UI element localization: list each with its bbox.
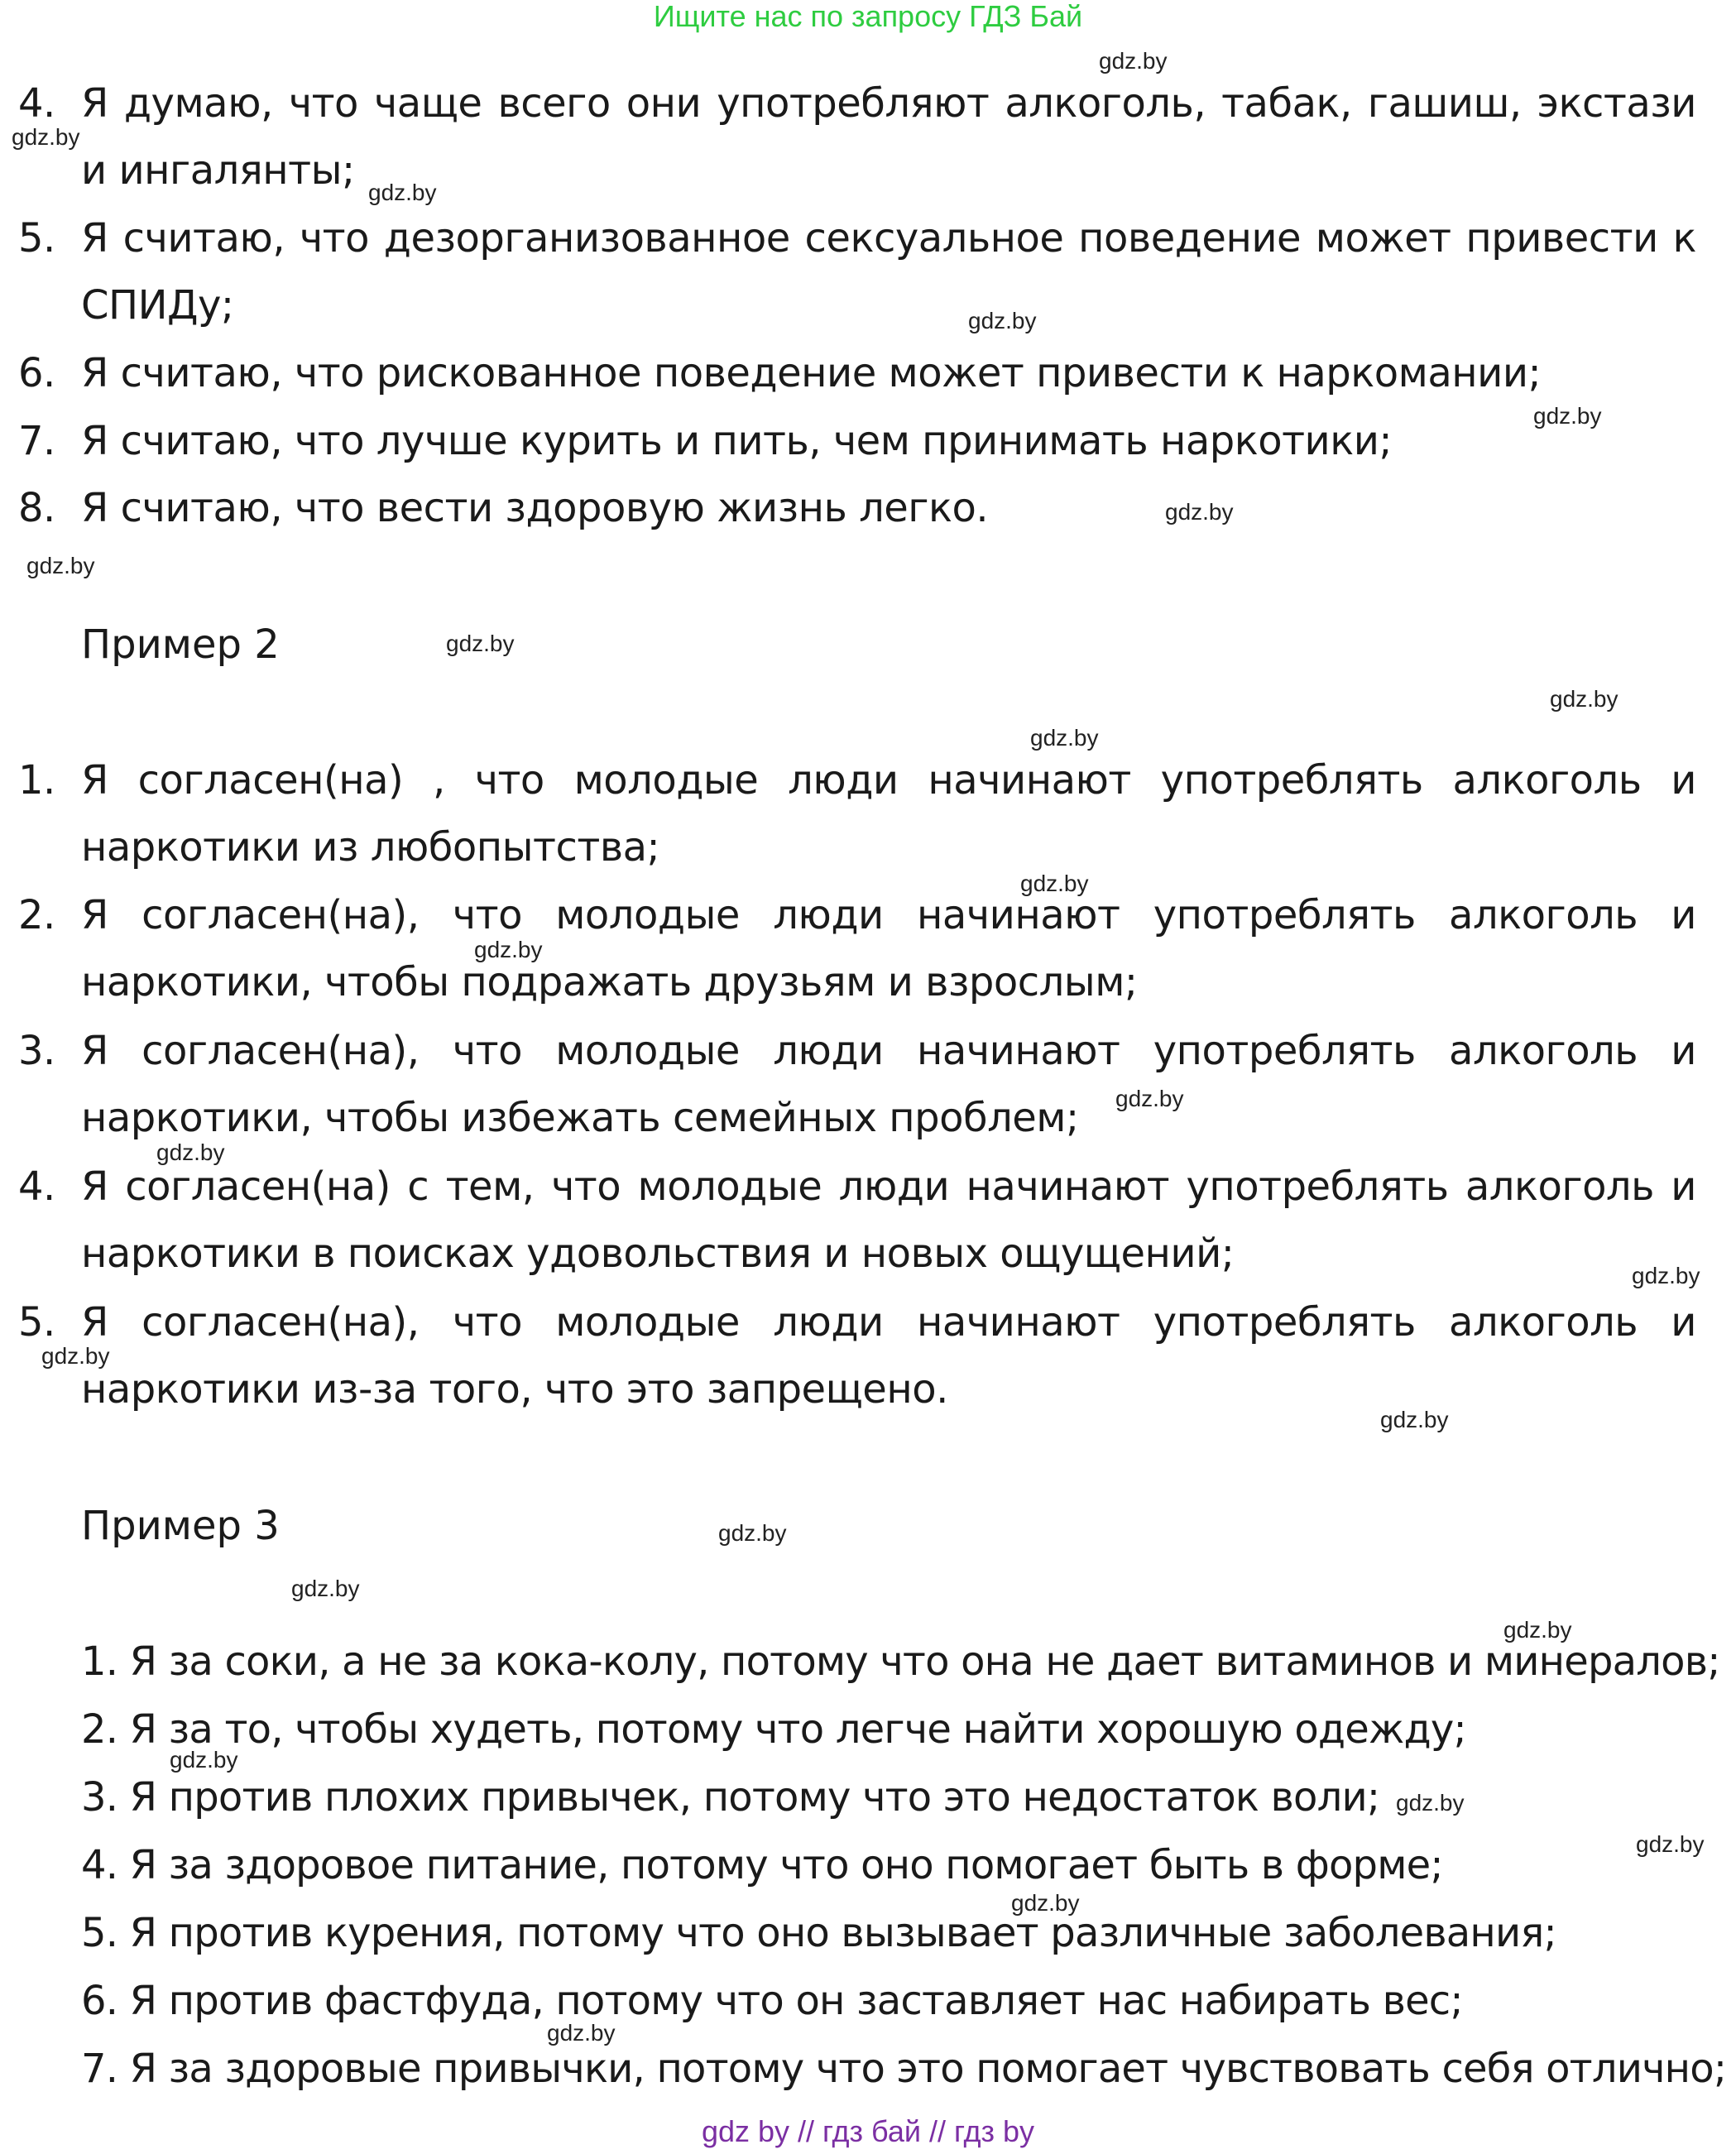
- item-number: 6.: [18, 350, 55, 396]
- item-number: 5.: [18, 215, 55, 261]
- item-text: Я считаю, что рискованное поведение может привести к наркомании;: [81, 350, 1542, 396]
- list-item: [18, 1289, 1696, 1423]
- watermark: gdz.by: [1099, 48, 1168, 74]
- item-text: Я согласен(на), что молодые люди начинают употреблять алкоголь и наркотики, чтобы подражать друзьям и взрослым;: [81, 892, 1696, 1005]
- item-text: Я согласен(на), что молодые люди начинают употреблять алкоголь и наркотики из-за того, что это запрещено.: [81, 1299, 1696, 1413]
- item-text: Я считаю, что лучше курить и пить, чем принимать наркотики;: [81, 418, 1393, 464]
- item-number: 4.: [18, 1163, 55, 1210]
- watermark: gdz.by: [26, 553, 95, 578]
- list-item: 2. Я за то, чтобы худеть, потому что легче найти хорошую одежду;: [81, 1706, 1466, 1753]
- list-item: [18, 205, 1696, 339]
- item-number: 5.: [18, 1299, 55, 1346]
- watermark: gdz.by: [547, 2020, 616, 2046]
- item-number: 2.: [18, 892, 55, 938]
- list-item: [18, 882, 1696, 1016]
- item-text: Я считаю, что вести здоровую жизнь легко.: [81, 485, 989, 531]
- watermark: gdz.by: [1380, 1407, 1449, 1432]
- list-item: 1. Я за соки, а не за кока-колу, потому что она не дает витаминов и минералов;: [81, 1638, 1720, 1685]
- watermark: gdz.by: [1165, 499, 1234, 525]
- item-text: Я считаю, что дезорганизованное сексуальное поведение может привести к СПИДу;: [81, 215, 1696, 329]
- watermark: gdz.by: [1503, 1617, 1572, 1643]
- section-heading: Пример 2: [81, 621, 280, 668]
- watermark: gdz.by: [170, 1747, 238, 1773]
- watermark: gdz.by: [156, 1139, 225, 1165]
- list-item: 4. Я за здоровое питание, потому что оно помогает быть в форме;: [81, 1842, 1443, 1888]
- list-item: [18, 475, 1696, 542]
- watermark: gdz.by: [12, 124, 80, 150]
- watermark: gdz.by: [1533, 403, 1602, 429]
- item-number: 1.: [18, 757, 55, 804]
- watermark: gdz.by: [1550, 686, 1619, 712]
- list-item: [18, 1018, 1696, 1152]
- item-number: 7.: [18, 418, 55, 464]
- list-item: 5. Я против курения, потому что оно вызывает различные заболевания;: [81, 1910, 1556, 1956]
- watermark: gdz.by: [968, 308, 1037, 333]
- watermark: gdz.by: [1030, 725, 1099, 751]
- item-number: 8.: [18, 485, 55, 531]
- list-item: [18, 340, 1696, 407]
- watermark: gdz.by: [1636, 1831, 1705, 1857]
- item-text: Я согласен(на), что молодые люди начинают употреблять алкоголь и наркотики, чтобы избежать семейных проблем;: [81, 1028, 1696, 1141]
- item-number: 3.: [18, 1028, 55, 1074]
- item-text: Я согласен(на) , что молодые люди начинают употреблять алкоголь и наркотики из любопытства;: [81, 757, 1696, 871]
- item-text: Я согласен(на) с тем, что молодые люди начинают употреблять алкоголь и наркотики в поисках удовольствия и новых ощущений;: [81, 1163, 1696, 1277]
- watermark: gdz.by: [1115, 1086, 1184, 1111]
- list-item: [18, 408, 1696, 475]
- item-number: 4.: [18, 80, 55, 127]
- list-item: 3. Я против плохих привычек, потому что это недостаток воли;: [81, 1774, 1380, 1821]
- watermark: gdz.by: [1632, 1263, 1700, 1288]
- list-item: 6. Я против фастфуда, потому что он заставляет нас набирать вес;: [81, 1978, 1463, 2024]
- list-item: [18, 1154, 1696, 1288]
- watermark: gdz.by: [474, 937, 543, 962]
- site-banner[interactable]: Ищите нас по запросу ГДЗ Бай: [653, 0, 1083, 33]
- list-item: 7. Я за здоровые привычки, потому что это помогает чувствовать себя отлично;: [81, 2046, 1727, 2092]
- watermark: gdz.by: [718, 1520, 787, 1546]
- watermark: gdz.by: [368, 180, 437, 205]
- watermark: gdz.by: [291, 1576, 360, 1601]
- watermark: gdz.by: [1020, 871, 1089, 896]
- list-item: [18, 747, 1696, 881]
- watermark: gdz.by: [41, 1343, 110, 1369]
- item-text: Я думаю, что чаще всего они употребляют алкоголь, табак, гашиш, экстази и ингалянты;: [81, 80, 1696, 194]
- list-item: [18, 70, 1696, 204]
- footer-links[interactable]: gdz by // гдз бай // гдз by: [701, 2114, 1035, 2148]
- watermark: gdz.by: [1011, 1890, 1080, 1916]
- watermark: gdz.by: [446, 631, 515, 656]
- watermark: gdz.by: [1396, 1790, 1465, 1816]
- section-heading: Пример 3: [81, 1503, 280, 1549]
